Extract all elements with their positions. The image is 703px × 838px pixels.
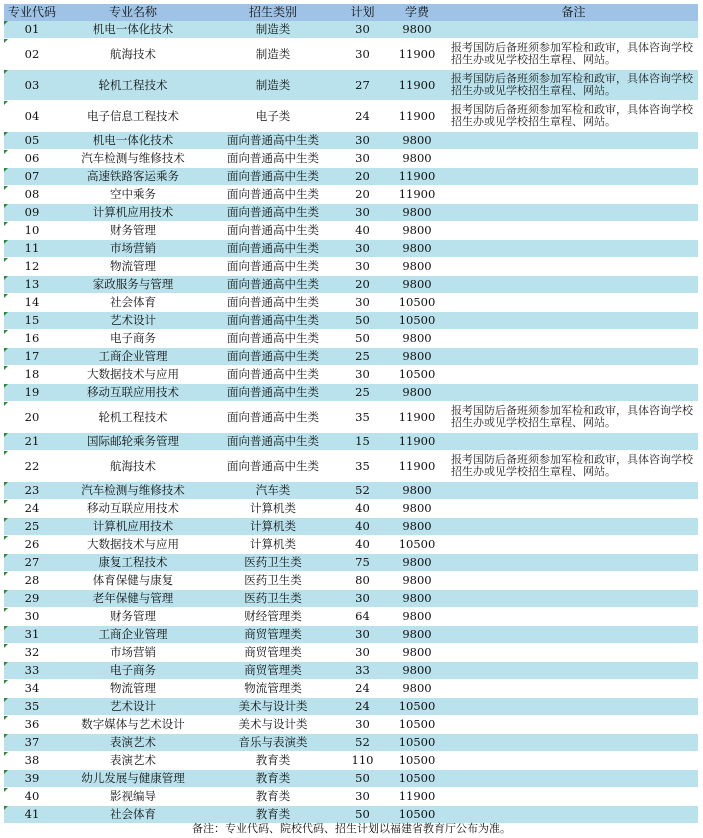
cell-plan: 40	[340, 518, 385, 536]
cell-major: 高速铁路客运乘务	[60, 168, 206, 186]
cell-plan: 50	[340, 770, 385, 788]
cell-note	[449, 384, 698, 402]
cell-note	[449, 752, 698, 770]
cell-note: 报考国防后备班须参加军检和政审，具体咨询学校招生办或见学校招生章程、网站。	[449, 451, 698, 482]
table-row	[4, 500, 698, 518]
cell-major: 电子商务	[60, 662, 206, 680]
cell-major: 家政服务与管理	[60, 276, 206, 294]
cell-category: 计算机类	[206, 536, 340, 554]
cell-note	[449, 204, 698, 222]
table-row	[4, 752, 698, 770]
table-row	[4, 39, 698, 70]
cell-fee: 10500	[385, 716, 449, 734]
cell-category: 面向普通高中生类	[206, 186, 340, 204]
cell-fee: 10500	[385, 734, 449, 752]
cell-note	[449, 716, 698, 734]
cell-category: 面向普通高中生类	[206, 150, 340, 168]
cell-note	[449, 662, 698, 680]
cell-note	[449, 366, 698, 384]
table-row	[4, 240, 698, 258]
cell-major: 市场营销	[60, 644, 206, 662]
header-code: 专业代码	[4, 4, 60, 21]
cell-fee: 9800	[385, 554, 449, 572]
table-row	[4, 482, 698, 500]
cell-category: 医药卫生类	[206, 590, 340, 608]
table-row	[4, 402, 698, 433]
cell-code: 41	[4, 806, 60, 824]
cell-plan: 15	[340, 433, 385, 451]
cell-major: 物流管理	[60, 258, 206, 276]
cell-code: 15	[4, 312, 60, 330]
cell-plan: 35	[340, 402, 385, 433]
cell-fee: 9800	[385, 590, 449, 608]
cell-category: 制造类	[206, 70, 340, 101]
cell-major: 物流管理	[60, 680, 206, 698]
cell-major: 工商企业管理	[60, 626, 206, 644]
table-row	[4, 330, 698, 348]
cell-major: 汽车检测与维修技术	[60, 482, 206, 500]
cell-fee: 9800	[385, 626, 449, 644]
cell-note	[449, 626, 698, 644]
cell-code: 02	[4, 39, 60, 70]
cell-fee: 10500	[385, 806, 449, 824]
cell-category: 音乐与表演类	[206, 734, 340, 752]
table-row	[4, 294, 698, 312]
cell-fee: 9800	[385, 276, 449, 294]
cell-code: 25	[4, 518, 60, 536]
cell-code: 36	[4, 716, 60, 734]
cell-plan: 30	[340, 240, 385, 258]
cell-category: 教育类	[206, 770, 340, 788]
cell-fee: 9800	[385, 222, 449, 240]
cell-fee: 9800	[385, 680, 449, 698]
cell-plan: 30	[340, 788, 385, 806]
cell-major: 表演艺术	[60, 752, 206, 770]
footer-note: 备注：专业代码、院校代码、招生计划以福建省教育厅公布为准。	[192, 822, 511, 835]
cell-major: 汽车检测与维修技术	[60, 150, 206, 168]
table-row	[4, 222, 698, 240]
cell-plan: 25	[340, 384, 385, 402]
cell-plan: 24	[340, 101, 385, 132]
cell-category: 商贸管理类	[206, 644, 340, 662]
cell-category: 计算机类	[206, 500, 340, 518]
cell-fee: 9800	[385, 204, 449, 222]
cell-plan: 75	[340, 554, 385, 572]
table-row	[4, 662, 698, 680]
cell-major: 计算机应用技术	[60, 518, 206, 536]
table-row	[4, 734, 698, 752]
cell-plan: 20	[340, 276, 385, 294]
cell-fee: 10500	[385, 366, 449, 384]
cell-plan: 20	[340, 186, 385, 204]
header-note: 备注	[449, 4, 698, 21]
cell-code: 14	[4, 294, 60, 312]
cell-major: 社会体育	[60, 806, 206, 824]
cell-category: 教育类	[206, 788, 340, 806]
cell-category: 面向普通高中生类	[206, 204, 340, 222]
cell-major: 大数据技术与应用	[60, 536, 206, 554]
cell-code: 39	[4, 770, 60, 788]
cell-plan: 40	[340, 536, 385, 554]
cell-major: 市场营销	[60, 240, 206, 258]
cell-code: 31	[4, 626, 60, 644]
table-row	[4, 276, 698, 294]
cell-category: 教育类	[206, 752, 340, 770]
cell-category: 面向普通高中生类	[206, 294, 340, 312]
cell-category: 面向普通高中生类	[206, 402, 340, 433]
cell-code: 19	[4, 384, 60, 402]
cell-note	[449, 734, 698, 752]
cell-plan: 30	[340, 204, 385, 222]
cell-major: 老年保健与管理	[60, 590, 206, 608]
cell-plan: 30	[340, 590, 385, 608]
cell-category: 物流管理类	[206, 680, 340, 698]
table-row	[4, 518, 698, 536]
cell-plan: 64	[340, 608, 385, 626]
cell-fee: 9800	[385, 240, 449, 258]
table-row	[4, 168, 698, 186]
cell-plan: 52	[340, 482, 385, 500]
cell-plan: 30	[340, 150, 385, 168]
cell-note	[449, 21, 698, 39]
cell-major: 大数据技术与应用	[60, 366, 206, 384]
cell-plan: 50	[340, 312, 385, 330]
cell-code: 01	[4, 21, 60, 39]
cell-note	[449, 433, 698, 451]
cell-code: 38	[4, 752, 60, 770]
cell-code: 16	[4, 330, 60, 348]
cell-fee: 9800	[385, 572, 449, 590]
cell-code: 34	[4, 680, 60, 698]
header-plan: 计划	[340, 4, 385, 21]
cell-plan: 30	[340, 21, 385, 39]
cell-fee: 10500	[385, 294, 449, 312]
cell-fee: 11900	[385, 186, 449, 204]
cell-plan: 30	[340, 258, 385, 276]
cell-note	[449, 258, 698, 276]
cell-note	[449, 168, 698, 186]
cell-plan: 30	[340, 132, 385, 150]
cell-major: 计算机应用技术	[60, 204, 206, 222]
cell-fee: 9800	[385, 500, 449, 518]
table-row	[4, 21, 698, 39]
cell-code: 17	[4, 348, 60, 366]
cell-code: 06	[4, 150, 60, 168]
table-row	[4, 680, 698, 698]
header-fee: 学费	[385, 4, 449, 21]
cell-plan: 30	[340, 294, 385, 312]
cell-category: 面向普通高中生类	[206, 330, 340, 348]
cell-plan: 20	[340, 168, 385, 186]
cell-category: 面向普通高中生类	[206, 384, 340, 402]
cell-code: 40	[4, 788, 60, 806]
cell-major: 艺术设计	[60, 698, 206, 716]
cell-plan: 24	[340, 698, 385, 716]
cell-major: 财务管理	[60, 222, 206, 240]
cell-fee: 11900	[385, 101, 449, 132]
cell-plan: 30	[340, 366, 385, 384]
cell-major: 移动互联应用技术	[60, 500, 206, 518]
cell-category: 制造类	[206, 39, 340, 70]
table-row	[4, 572, 698, 590]
cell-code: 30	[4, 608, 60, 626]
cell-code: 08	[4, 186, 60, 204]
table-row	[4, 590, 698, 608]
cell-note	[449, 590, 698, 608]
cell-major: 财务管理	[60, 608, 206, 626]
cell-code: 29	[4, 590, 60, 608]
cell-note	[449, 608, 698, 626]
cell-fee: 10500	[385, 770, 449, 788]
cell-major: 电子商务	[60, 330, 206, 348]
cell-fee: 9800	[385, 348, 449, 366]
cell-code: 33	[4, 662, 60, 680]
cell-plan: 33	[340, 662, 385, 680]
cell-category: 面向普通高中生类	[206, 348, 340, 366]
cell-code: 18	[4, 366, 60, 384]
cell-plan: 80	[340, 572, 385, 590]
cell-code: 21	[4, 433, 60, 451]
cell-note	[449, 482, 698, 500]
table-row	[4, 536, 698, 554]
cell-category: 面向普通高中生类	[206, 451, 340, 482]
cell-code: 20	[4, 402, 60, 433]
cell-category: 美术与设计类	[206, 698, 340, 716]
cell-major: 电子信息工程技术	[60, 101, 206, 132]
cell-code: 28	[4, 572, 60, 590]
cell-fee: 9800	[385, 132, 449, 150]
table-row	[4, 312, 698, 330]
table-row	[4, 788, 698, 806]
cell-note	[449, 500, 698, 518]
cell-plan: 30	[340, 716, 385, 734]
cell-plan: 50	[340, 330, 385, 348]
cell-category: 教育类	[206, 806, 340, 824]
table-row	[4, 70, 698, 101]
cell-fee: 11900	[385, 433, 449, 451]
cell-category: 面向普通高中生类	[206, 132, 340, 150]
cell-category: 医药卫生类	[206, 572, 340, 590]
cell-code: 05	[4, 132, 60, 150]
table-row	[4, 770, 698, 788]
cell-note: 报考国防后备班须参加军检和政审，具体咨询学校招生办或见学校招生章程、网站。	[449, 39, 698, 70]
cell-plan: 24	[340, 680, 385, 698]
cell-category: 面向普通高中生类	[206, 366, 340, 384]
cell-fee: 11900	[385, 70, 449, 101]
cell-note	[449, 330, 698, 348]
cell-plan: 30	[340, 39, 385, 70]
table-row	[4, 204, 698, 222]
cell-note	[449, 150, 698, 168]
cell-code: 09	[4, 204, 60, 222]
cell-fee: 11900	[385, 451, 449, 482]
cell-code: 35	[4, 698, 60, 716]
cell-code: 32	[4, 644, 60, 662]
cell-note	[449, 312, 698, 330]
cell-category: 面向普通高中生类	[206, 168, 340, 186]
cell-code: 10	[4, 222, 60, 240]
cell-category: 面向普通高中生类	[206, 258, 340, 276]
header-major: 专业名称	[60, 4, 206, 21]
cell-note	[449, 132, 698, 150]
cell-category: 面向普通高中生类	[206, 433, 340, 451]
cell-note	[449, 680, 698, 698]
cell-code: 13	[4, 276, 60, 294]
cell-major: 体育保健与康复	[60, 572, 206, 590]
cell-plan: 25	[340, 348, 385, 366]
table-row	[4, 384, 698, 402]
cell-major: 轮机工程技术	[60, 70, 206, 101]
cell-category: 医药卫生类	[206, 554, 340, 572]
cell-code: 07	[4, 168, 60, 186]
cell-category: 计算机类	[206, 518, 340, 536]
cell-fee: 9800	[385, 330, 449, 348]
cell-category: 面向普通高中生类	[206, 276, 340, 294]
cell-fee: 10500	[385, 698, 449, 716]
cell-code: 04	[4, 101, 60, 132]
cell-code: 23	[4, 482, 60, 500]
cell-major: 艺术设计	[60, 312, 206, 330]
cell-note	[449, 518, 698, 536]
table-row	[4, 433, 698, 451]
cell-fee: 11900	[385, 168, 449, 186]
cell-category: 电子类	[206, 101, 340, 132]
cell-category: 商贸管理类	[206, 662, 340, 680]
cell-code: 03	[4, 70, 60, 101]
table-row	[4, 150, 698, 168]
header-category: 招生类别	[206, 4, 340, 21]
cell-major: 轮机工程技术	[60, 402, 206, 433]
cell-note	[449, 554, 698, 572]
header-row	[4, 4, 698, 21]
cell-note: 报考国防后备班须参加军检和政审，具体咨询学校招生办或见学校招生章程、网站。	[449, 101, 698, 132]
cell-plan: 50	[340, 806, 385, 824]
cell-note	[449, 222, 698, 240]
table-row	[4, 698, 698, 716]
cell-fee: 9800	[385, 150, 449, 168]
cell-code: 22	[4, 451, 60, 482]
cell-category: 面向普通高中生类	[206, 312, 340, 330]
cell-fee: 9800	[385, 662, 449, 680]
cell-major: 机电一体化技术	[60, 21, 206, 39]
table-row	[4, 132, 698, 150]
cell-fee: 9800	[385, 21, 449, 39]
table-row	[4, 644, 698, 662]
cell-fee: 10500	[385, 536, 449, 554]
table-row	[4, 101, 698, 132]
cell-major: 数字媒体与艺术设计	[60, 716, 206, 734]
cell-major: 影视编导	[60, 788, 206, 806]
table-row	[4, 258, 698, 276]
cell-note	[449, 276, 698, 294]
cell-major: 工商企业管理	[60, 348, 206, 366]
cell-plan: 30	[340, 626, 385, 644]
cell-major: 航海技术	[60, 451, 206, 482]
table-row	[4, 451, 698, 482]
cell-plan: 35	[340, 451, 385, 482]
table-row	[4, 554, 698, 572]
cell-note	[449, 348, 698, 366]
cell-code: 12	[4, 258, 60, 276]
cell-plan: 110	[340, 752, 385, 770]
cell-fee: 9800	[385, 518, 449, 536]
enrollment-table	[4, 4, 698, 824]
cell-note: 报考国防后备班须参加军检和政审，具体咨询学校招生办或见学校招生章程、网站。	[449, 402, 698, 433]
table-row	[4, 608, 698, 626]
table-row	[4, 348, 698, 366]
cell-note	[449, 294, 698, 312]
table-row	[4, 626, 698, 644]
cell-fee: 9800	[385, 608, 449, 626]
cell-fee: 11900	[385, 788, 449, 806]
cell-note	[449, 536, 698, 554]
table-row	[4, 186, 698, 204]
cell-plan: 52	[340, 734, 385, 752]
cell-note	[449, 644, 698, 662]
cell-major: 移动互联应用技术	[60, 384, 206, 402]
cell-plan: 27	[340, 70, 385, 101]
cell-fee: 9800	[385, 482, 449, 500]
cell-fee: 9800	[385, 258, 449, 276]
cell-major: 幼儿发展与健康管理	[60, 770, 206, 788]
enrollment-table-sheet	[4, 4, 698, 824]
cell-major: 机电一体化技术	[60, 132, 206, 150]
cell-category: 制造类	[206, 21, 340, 39]
cell-major: 航海技术	[60, 39, 206, 70]
cell-note	[449, 788, 698, 806]
cell-note	[449, 770, 698, 788]
cell-major: 国际邮轮乘务管理	[60, 433, 206, 451]
cell-major: 表演艺术	[60, 734, 206, 752]
cell-fee: 9800	[385, 644, 449, 662]
cell-category: 面向普通高中生类	[206, 222, 340, 240]
cell-fee: 9800	[385, 384, 449, 402]
cell-major: 空中乘务	[60, 186, 206, 204]
cell-category: 汽车类	[206, 482, 340, 500]
cell-code: 26	[4, 536, 60, 554]
cell-fee: 10500	[385, 752, 449, 770]
table-row	[4, 366, 698, 384]
cell-note: 报考国防后备班须参加军检和政审，具体咨询学校招生办或见学校招生章程、网站。	[449, 70, 698, 101]
table-body	[4, 21, 698, 824]
cell-fee: 10500	[385, 312, 449, 330]
cell-note	[449, 698, 698, 716]
cell-plan: 30	[340, 644, 385, 662]
cell-major: 康复工程技术	[60, 554, 206, 572]
cell-fee: 11900	[385, 402, 449, 433]
cell-code: 11	[4, 240, 60, 258]
cell-category: 财经管理类	[206, 608, 340, 626]
cell-note	[449, 572, 698, 590]
cell-category: 商贸管理类	[206, 626, 340, 644]
cell-plan: 40	[340, 500, 385, 518]
cell-code: 37	[4, 734, 60, 752]
cell-category: 面向普通高中生类	[206, 240, 340, 258]
cell-major: 社会体育	[60, 294, 206, 312]
cell-plan: 40	[340, 222, 385, 240]
cell-category: 美术与设计类	[206, 716, 340, 734]
cell-note	[449, 240, 698, 258]
cell-note	[449, 186, 698, 204]
cell-code: 24	[4, 500, 60, 518]
cell-fee: 11900	[385, 39, 449, 70]
cell-code: 27	[4, 554, 60, 572]
table-row	[4, 716, 698, 734]
